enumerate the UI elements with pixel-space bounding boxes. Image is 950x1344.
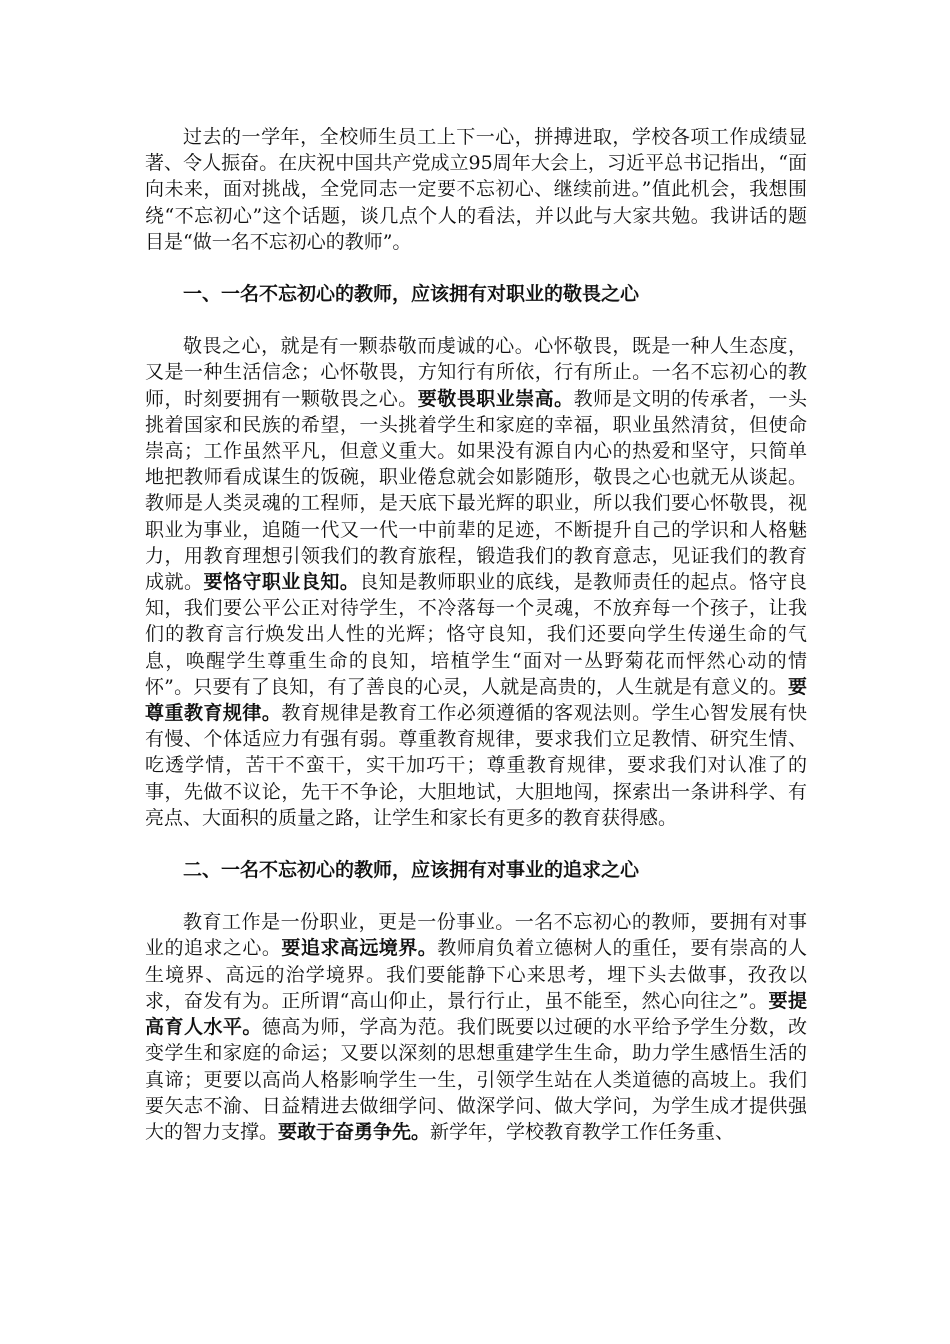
section-2-paragraph <box>145 909 807 1145</box>
section-1-text-1: 敬畏之心，就是有一颗恭敬而虔诚的心。心怀敬畏，既是一种人生态度，又是一种生活信念；心怀敬畏，方知行有所依，行有所止。一名不忘初心的教师，时刻要拥有一颗敬畏之心。 <box>145 335 807 410</box>
intro-paragraph: 过去的一学年，全校师生员工上下一心，拼搏进取，学校各项工作成绩显著、令人振奋。在庆祝中国共产党成立95周年大会上，习近平总书记指出，“面向未来，面对挑战，全党同志一定要不忘初心、继续前进。”值此机会，我想围绕“不忘初心”这个话题，谈几点个人的看法，并以此与大家共勉。我讲话的题目是“做一名不忘初心的教师”。 <box>145 126 807 253</box>
section-1-text-3: 良知是教师职业的底线，是教师责任的起点。恪守良知，我们要公平公正对待学生，不冷落每一个灵魂，不放弃每一个孩子，让我们的教育言行焕发出人性的光辉；恪守良知，我们还要向学生传递生命的气息，唤醒学生尊重生命的良知，培植学生“面对一丛野菊花而怦然心动的情怀”。只要有了良知，有了善良的心灵，人就是高贵的，人生就是有意义的。 <box>145 571 807 698</box>
section-1-bold-3: 要尊重教育规律。 <box>145 675 807 725</box>
section-2-text-1: 教育工作是一份职业，更是一份事业。一名不忘初心的教师，要拥有对事业的追求之心。 <box>145 911 807 960</box>
section-2-text-2: 教师肩负着立德树人的重任，要有崇高的人生境界、高远的治学境界。我们要能静下心来思考，埋下头去做事，孜孜以求，奋发有为。正所谓“高山仰止，景行行止，虽不能至，然心向往之”。 <box>145 937 807 1012</box>
section-2-text-3: 德高为师，学高为范。我们既要以过硬的水平给予学生分数，改变学生和家庭的命运；又要以深刻的思想重建学生生命，助力学生感悟生活的真谛；更要以高尚人格影响学生一生，引领学生站在人类道德的高坡上。我们要矢志不渝、日益精进去做细学问、做深学问、做大学问，为学生成才提供强大的智力支撑。 <box>145 1016 807 1143</box>
section-1-paragraph <box>145 333 807 831</box>
section-2-bold-2: 要提高育人水平。 <box>145 989 807 1039</box>
section-2-bold-1: 要追求高远境界。 <box>281 937 438 960</box>
section-1-text-2: 教师是文明的传承者，一头挑着国家和民族的希望，一头挑着学生和家庭的幸福，职业虽然清贫，但使命崇高；工作虽然平凡，但意义重大。如果没有源自内心的热爱和坚守，只简单地把教师看成谋生的饭碗，职业倦怠就会如影随形，敬畏之心也就无从谈起。教师是人类灵魂的工程师，是天底下最光辉的职业，所以我们要心怀敬畏，视职业为事业，追随一代又一代一中前辈的足迹，不断提升自己的学识和人格魅力，用教育理想引领我们的教育旅程，锻造我们的教育意志，见证我们的教育成就。 <box>145 387 807 594</box>
document-page <box>145 124 807 1145</box>
section-1-bold-2: 要恪守职业良知。 <box>203 571 360 594</box>
section-2-heading: 二、一名不忘初心的教师，应该拥有对事业的追求之心 <box>183 859 640 882</box>
section-2-bold-3: 要敢于奋勇争先。 <box>278 1120 431 1143</box>
section-1-bold-1: 要敬畏职业崇高。 <box>417 387 574 410</box>
section-1-text-4: 教育规律是教育工作必须遵循的客观法则。学生心智发展有快有慢、个体适应力有强有弱。尊重教育规律，要求我们立足教情、研究生情、吃透学情，苦干不蛮干，实干加巧干；尊重教育规律，要求我们对认准了的事，先做不议论，先干不争论，大胆地试，大胆地闯，探索出一条讲科学、有亮点、大面积的质量之路，让学生和家长有更多的教育获得感。 <box>145 702 807 829</box>
section-1-heading: 一、一名不忘初心的教师，应该拥有对职业的敬畏之心 <box>183 283 640 306</box>
section-2-text-4: 新学年，学校教育教学工作任务重、 <box>430 1120 735 1143</box>
